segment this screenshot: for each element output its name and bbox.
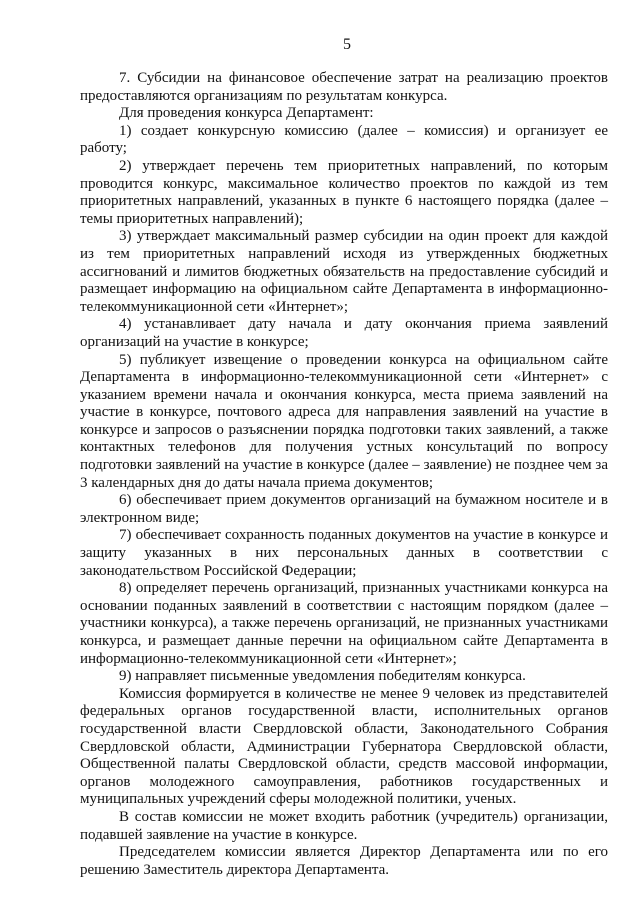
paragraph-duty-3: 3) утверждает максимальный размер субсидии на один проект для каждой из тем приоритетных направлений исходя из утвержденных бюджетных ассигнований и лимитов бюджетных обязательств на предоставление субсидий и размещает информацию на официальном сайте Департамента в информационно-телекоммуникационной сети «Интернет»; — [80, 228, 608, 315]
page-number: 5 — [343, 36, 351, 53]
paragraph-commission-chair: Председателем комиссии является Директор Департамента или по его решению Заместитель директора Департамента. — [80, 844, 608, 878]
paragraph-duty-2: 2) утверждает перечень тем приоритетных направлений, по которым проводится конкурс, максимальное количество проектов по каждой из тем приоритетных направлений, указанных в пункте 6 настоящего порядка (далее – темы приоритетных направлений); — [80, 157, 608, 227]
paragraph-commission-restriction: В состав комиссии не может входить работник (учредитель) организации, подавшей заявление на участие в конкурсе. — [80, 808, 608, 843]
paragraph-commission-composition: Комиссия формируется в количестве не менее 9 человек из представителей федеральных органов государственной власти, исполнительных органов государственной власти Свердловской области, Законодательного Собрания Свердловской области, Администрации Губернатора Свердловской области, Общественной палаты Свердловской области, средств массовой информации, органов молодежного самоуправления, работников государственных и муниципальных учреждений сферы молодежной политики, ученых. — [80, 685, 608, 808]
paragraph-duty-4: 4) устанавливает дату начала и дату окончания приема заявлений организаций на участие в конкурсе; — [80, 316, 608, 350]
paragraph-duty-6: 6) обеспечивает прием документов организаций на бумажном носителе и в электронном виде; — [80, 492, 608, 526]
paragraph-department-duties-intro: Для проведения конкурса Департамент: — [119, 105, 374, 122]
paragraph-subsidies-intro: 7. Субсидии на финансовое обеспечение затрат на реализацию проектов предоставляются организациям по результатам конкурса. — [80, 70, 608, 104]
paragraph-duty-8: 8) определяет перечень организаций, признанных участниками конкурса на основании поданных заявлений в соответствии с настоящим порядком (далее – участники конкурса), а также перечень организаций, не признанных участниками конкурса, и размещает данные перечни на официальном сайте Департамента в информационно-телекоммуникационной сети «Интернет»; — [80, 580, 608, 667]
paragraph-duty-1: 1) создает конкурсную комиссию (далее – комиссия) и организует ее работу; — [80, 122, 608, 157]
paragraph-duty-9: 9) направляет письменные уведомления победителям конкурса. — [119, 668, 526, 685]
paragraph-duty-7: 7) обеспечивает сохранность поданных документов на участие в конкурсе и защиту указанных в них персональных данных в соответствии с законодательством Российской Федерации; — [80, 527, 608, 579]
paragraph-duty-5: 5) публикует извещение о проведении конкурса на официальном сайте Департамента в информационно-телекоммуникационной сети «Интернет» с указанием времени начала и окончания конкурса, места приема заявлений на участие в конкурсе, почтового адреса для направления заявлений на участие в конкурсе и запросов о разъяснении порядка подготовки таких заявлений, а также контактных телефонов для получения устных консультаций по вопросу подготовки заявлений на участие в конкурсе (далее – заявление) не позднее чем за 3 календарных дня до даты начала приема документов; — [80, 351, 608, 491]
